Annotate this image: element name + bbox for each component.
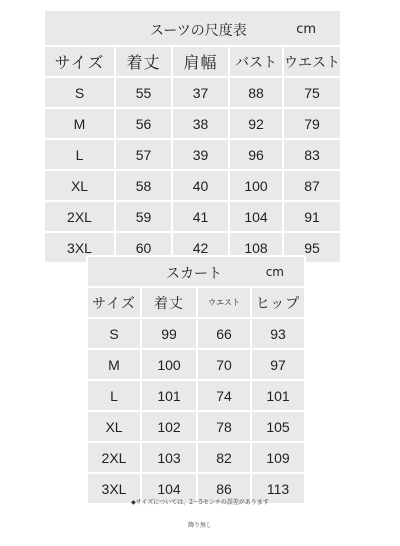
suit-header-bust: バスト (230, 47, 282, 76)
table-row (88, 319, 304, 348)
skirt-cell: 70 (198, 350, 250, 379)
skirt-cell: 100 (142, 350, 196, 379)
suit-table-title: スーツの尺度表 (150, 23, 247, 39)
skirt-header-waist: ウエスト (198, 288, 250, 317)
suit-cell: L (45, 140, 114, 169)
suit-cell: 59 (116, 202, 171, 231)
skirt-cell: S (88, 319, 140, 348)
skirt-table-title: スカート (166, 266, 222, 282)
skirt-title-row (88, 257, 304, 286)
suit-cell: 95 (284, 233, 340, 262)
suit-cell: 37 (173, 78, 228, 107)
table-row (88, 443, 304, 472)
skirt-cell: 101 (142, 381, 196, 410)
suit-cell: 91 (284, 202, 340, 231)
suit-cell: 42 (173, 233, 228, 262)
suit-cell: 40 (173, 171, 228, 200)
skirt-header-hip: ヒップ (252, 288, 304, 317)
size-tolerance-note: ◆サイズについては、2〜5センチの誤差があります (131, 499, 269, 506)
suit-cell: 92 (230, 109, 282, 138)
suit-cell: S (45, 78, 114, 107)
skirt-cell: 104 (142, 474, 196, 503)
skirt-cell: 2XL (88, 443, 140, 472)
skirt-title-cell (88, 257, 304, 286)
skirt-cell: 97 (252, 350, 304, 379)
suit-title-row (45, 11, 340, 45)
skirt-cell: 99 (142, 319, 196, 348)
suit-unit-label: cm (296, 22, 316, 37)
suit-cell: 3XL (45, 233, 114, 262)
suit-header-waist: ウエスト (284, 47, 340, 76)
suit-cell: 2XL (45, 202, 114, 231)
suit-cell: 41 (173, 202, 228, 231)
skirt-header-size: サイズ (88, 288, 140, 317)
skirt-cell: XL (88, 412, 140, 441)
skirt-cell: 102 (142, 412, 196, 441)
skirt-cell: M (88, 350, 140, 379)
skirt-cell: 86 (198, 474, 250, 503)
suit-cell: 75 (284, 78, 340, 107)
skirt-cell: 93 (252, 319, 304, 348)
table-row (88, 381, 304, 410)
suit-cell: 88 (230, 78, 282, 107)
suit-header-row (45, 47, 340, 76)
skirt-cell: 101 (252, 381, 304, 410)
suit-cell: 57 (116, 140, 171, 169)
skirt-cell: 103 (142, 443, 196, 472)
suit-header-shoulder: 肩幅 (173, 47, 228, 76)
table-row (45, 109, 340, 138)
suit-cell: 96 (230, 140, 282, 169)
skirt-cell: 78 (198, 412, 250, 441)
table-row (88, 412, 304, 441)
skirt-size-table (86, 255, 306, 505)
suit-cell: 100 (230, 171, 282, 200)
decoration-note: 飾り無し (187, 522, 212, 529)
suit-cell: 104 (230, 202, 282, 231)
suit-cell: 60 (116, 233, 171, 262)
suit-cell: 83 (284, 140, 340, 169)
skirt-cell: 109 (252, 443, 304, 472)
skirt-unit-label: cm (265, 265, 284, 279)
skirt-cell: 3XL (88, 474, 140, 503)
skirt-cell: 105 (252, 412, 304, 441)
suit-cell: XL (45, 171, 114, 200)
suit-cell: 55 (116, 78, 171, 107)
suit-cell: 39 (173, 140, 228, 169)
skirt-header-length: 着丈 (142, 288, 196, 317)
suit-cell: 87 (284, 171, 340, 200)
skirt-header-row (88, 288, 304, 317)
table-row (45, 78, 340, 107)
suit-cell: 56 (116, 109, 171, 138)
suit-cell: 38 (173, 109, 228, 138)
suit-cell: 58 (116, 171, 171, 200)
suit-cell: 108 (230, 233, 282, 262)
suit-header-size: サイズ (45, 47, 114, 76)
skirt-cell: 74 (198, 381, 250, 410)
table-row (45, 140, 340, 169)
suit-size-table (43, 9, 342, 264)
skirt-cell: 113 (252, 474, 304, 503)
skirt-cell: L (88, 381, 140, 410)
table-row (45, 171, 340, 200)
skirt-cell: 82 (198, 443, 250, 472)
skirt-cell: 66 (198, 319, 250, 348)
table-row (45, 202, 340, 231)
table-row (88, 350, 304, 379)
suit-header-length: 着丈 (116, 47, 171, 76)
suit-cell: 79 (284, 109, 340, 138)
suit-title-cell (45, 11, 340, 45)
suit-cell: M (45, 109, 114, 138)
